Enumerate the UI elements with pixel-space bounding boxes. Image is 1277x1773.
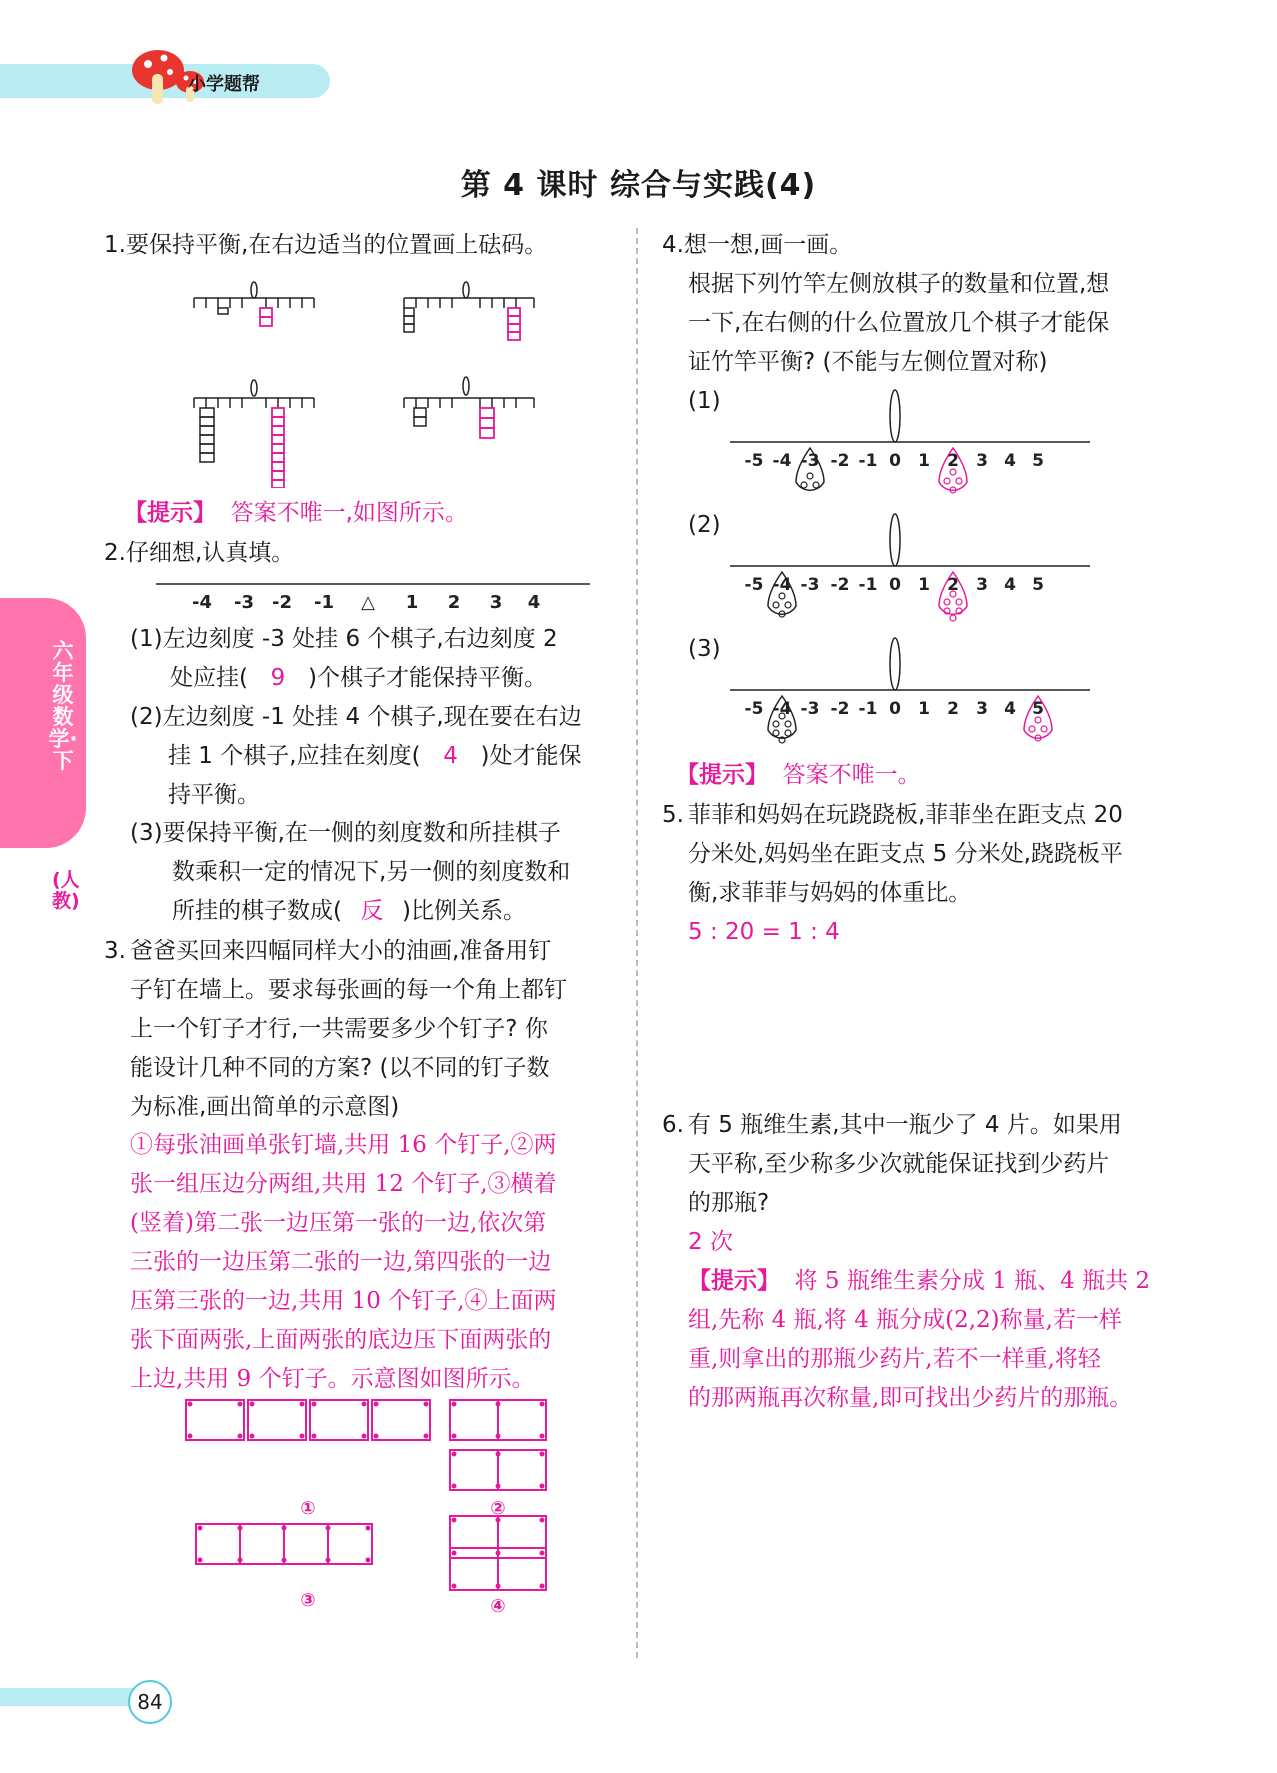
scale-label: -5 — [744, 451, 764, 471]
hint-tag: 【提示】 — [688, 1268, 780, 1294]
scale-label: 3 — [976, 575, 988, 595]
scale-label: 3 — [976, 699, 988, 719]
question-line: 为标准,画出简单的示意图) — [130, 1094, 400, 1120]
question-line: 爸爸买回来四幅同样大小的油画,准备用钉 — [130, 938, 552, 964]
answer-blank: 反 — [360, 898, 384, 924]
question-line: 菲菲和妈妈在玩跷跷板,菲菲坐在距支点 20 — [688, 802, 1123, 828]
question-3 — [104, 932, 567, 1127]
question-6 — [662, 1106, 1122, 1262]
answer-line: 压第三张的一边,共用 10 个钉子,④上面两 — [130, 1288, 557, 1314]
scale-label: 1 — [918, 451, 930, 471]
question-line: 根据下列竹竿左侧放棋子的数量和位置,想 — [688, 271, 1110, 297]
part-text: (3)要保持平衡,在一侧的刻度数和所挂棋子 — [130, 820, 561, 846]
scale-label: -1 — [858, 699, 878, 719]
scale-label: 1 — [918, 699, 930, 719]
part-text: (1)左边刻度 -3 处挂 6 个棋子,右边刻度 2 — [130, 626, 558, 652]
question-number: 2. — [104, 540, 126, 566]
scale-label: 1 — [918, 575, 930, 595]
question-1 — [104, 226, 547, 265]
answer-line: 三张的一边压第二张的一边,第四张的一边 — [130, 1249, 552, 1275]
ruler-label: 4 — [527, 592, 541, 613]
question-1-hint — [124, 494, 468, 533]
question-2 — [104, 534, 294, 573]
answer-line: 张一组压边分两组,共用 12 个钉子,③横着 — [130, 1171, 557, 1197]
part-label: (1) — [688, 388, 721, 414]
question-text: 要保持平衡,在右边适当的位置画上砝码。 — [125, 232, 548, 258]
question-line: 证竹竿平衡? (不能与左侧位置对称) — [688, 349, 1048, 375]
scale-label: -1 — [858, 451, 878, 471]
question-line: 子钉在墙上。要求每张画的每一个角上都钉 — [130, 977, 567, 1003]
scale-label: -2 — [830, 575, 850, 595]
scale-label: 0 — [889, 451, 901, 471]
scale-label: 5 — [1032, 699, 1044, 719]
scale-label: 0 — [889, 575, 901, 595]
hint-text: 答案不唯一,如图所示。 — [230, 500, 468, 526]
question-line: 天平称,至少称多少次就能保证找到少药片 — [688, 1151, 1110, 1177]
ruler-pivot: △ — [361, 592, 375, 613]
part-label: (3) — [688, 636, 721, 662]
question-text: 想一想,画一画。 — [683, 232, 853, 258]
number-ruler — [154, 578, 594, 614]
side-tab-label: 六年级数学·下 — [48, 639, 78, 773]
bamboo-balance — [730, 514, 1090, 621]
figure-label: ④ — [490, 1596, 506, 1617]
answer-line: 上边,共用 9 个钉子。示意图如图所示。 — [130, 1366, 535, 1392]
answer-line: 张下面两张,上面两张的底边压下面两张的 — [130, 1327, 552, 1353]
column-divider — [636, 228, 638, 1658]
question-number: 1. — [104, 232, 126, 258]
scale-label: 2 — [947, 451, 959, 471]
scale-label: 5 — [1032, 451, 1044, 471]
scale-label: 4 — [1004, 575, 1016, 595]
part-text: 持平衡。 — [168, 782, 260, 808]
part-text: 挂 1 个棋子,应挂在刻度( — [168, 743, 421, 769]
part-label: (2) — [688, 512, 721, 538]
figure-label: ③ — [300, 1590, 316, 1611]
ruler-label: 2 — [447, 592, 461, 613]
page-title: 第 4 课时 综合与实践(4) — [460, 168, 817, 203]
side-tab-edition: (人教) — [52, 869, 80, 912]
part-text: )个棋子才能保持平衡。 — [307, 665, 547, 691]
question-line: 能设计几种不同的方案? (以不同的钉子数 — [130, 1055, 550, 1081]
question-number: 6. — [662, 1112, 684, 1138]
answer-text: 5 : 20 = 1 : 4 — [688, 919, 840, 945]
scale-label: -4 — [772, 451, 792, 471]
question-line: 衡,求菲菲与妈妈的体重比。 — [688, 880, 972, 906]
scale-label: -3 — [800, 575, 820, 595]
scale-label: 2 — [947, 575, 959, 595]
scale-label: -2 — [830, 451, 850, 471]
bamboo-balance — [730, 390, 1090, 493]
ruler-label: -4 — [192, 592, 212, 613]
question-number: 5. — [662, 802, 684, 828]
ruler-label: -1 — [314, 592, 334, 613]
scale-label: 4 — [1004, 699, 1016, 719]
question-3-answer — [130, 1126, 557, 1399]
ruler-label: -3 — [234, 592, 254, 613]
question-number: 4. — [662, 232, 684, 258]
bamboo-balance — [730, 638, 1090, 743]
question-4 — [662, 226, 1109, 382]
brand-name: 小学题帮 — [188, 74, 260, 95]
scale-label: -1 — [858, 575, 878, 595]
question-line: 有 5 瓶维生素,其中一瓶少了 4 片。如果用 — [688, 1112, 1122, 1138]
ruler-label: 3 — [489, 592, 503, 613]
ruler-label: -2 — [272, 592, 292, 613]
hint-line: 组,先称 4 瓶,将 4 瓶分成(2,2)称量,若一样 — [688, 1307, 1122, 1333]
hint-tag: 【提示】 — [676, 762, 768, 788]
question-number: 3. — [104, 938, 126, 964]
hint-line: 重,则拿出的那瓶少药片,若不一样重,将轻 — [688, 1346, 1101, 1372]
answer-line: (竖着)第二张一边压第一张的一边,依次第 — [130, 1210, 547, 1236]
question-4-hint — [676, 756, 921, 795]
answer-blank: 9 — [270, 665, 286, 691]
answer-blank: 4 — [443, 743, 458, 769]
scale-label: -5 — [744, 699, 764, 719]
part-text: 所挂的棋子数成( — [172, 898, 342, 924]
question-2-part-2 — [130, 698, 582, 815]
hint-line: 将 5 瓶维生素分成 1 瓶、4 瓶共 2 — [794, 1268, 1151, 1294]
scale-label: 4 — [1004, 451, 1016, 471]
bamboo-balance-figures — [726, 386, 1096, 756]
scale-label: -5 — [744, 575, 764, 595]
figure-label: ① — [300, 1498, 316, 1519]
hint-line: 的那两瓶再次称量,即可找出少药片的那瓶。 — [688, 1385, 1133, 1411]
part-text: 数乘积一定的情况下,另一侧的刻度数和 — [172, 859, 571, 885]
nail-diagrams — [180, 1394, 580, 1630]
scale-label: -4 — [772, 699, 792, 719]
answer-text: 2 次 — [688, 1229, 733, 1255]
ruler-label: 1 — [405, 592, 419, 613]
question-2-part-3 — [130, 814, 570, 931]
question-line: 分米处,妈妈坐在距支点 5 分米处,跷跷板平 — [688, 841, 1123, 867]
part-text: (2)左边刻度 -1 处挂 4 个棋子,现在要在右边 — [130, 704, 582, 730]
balance-figures — [190, 268, 570, 488]
question-text: 仔细想,认真填。 — [125, 540, 295, 566]
page-number: 84 — [128, 1680, 172, 1724]
scale-label: 5 — [1032, 575, 1044, 595]
hint-tag: 【提示】 — [124, 500, 216, 526]
question-line: 上一个钉子才行,一共需要多少个钉子? 你 — [130, 1016, 548, 1042]
scale-label: 2 — [947, 699, 959, 719]
scale-label: -4 — [772, 575, 792, 595]
figure-label: ② — [490, 1498, 506, 1519]
scale-label: 0 — [889, 699, 901, 719]
question-line: 一下,在右侧的什么位置放几个棋子才能保 — [688, 310, 1110, 336]
question-line: 的那瓶? — [688, 1190, 770, 1216]
answer-line: ①每张油画单张钉墙,共用 16 个钉子,②两 — [130, 1132, 557, 1158]
scale-label: -2 — [830, 699, 850, 719]
part-text: 处应挂( — [170, 665, 248, 691]
hint-text: 答案不唯一。 — [782, 762, 921, 788]
scale-label: 3 — [976, 451, 988, 471]
scale-label: -3 — [800, 451, 820, 471]
part-text: )比例关系。 — [401, 898, 526, 924]
question-5 — [662, 796, 1123, 952]
footer-band — [0, 1688, 140, 1706]
part-text: )处才能保 — [480, 743, 582, 769]
question-2-part-1 — [130, 620, 558, 698]
scale-label: -3 — [800, 699, 820, 719]
question-6-hint — [688, 1262, 1150, 1418]
